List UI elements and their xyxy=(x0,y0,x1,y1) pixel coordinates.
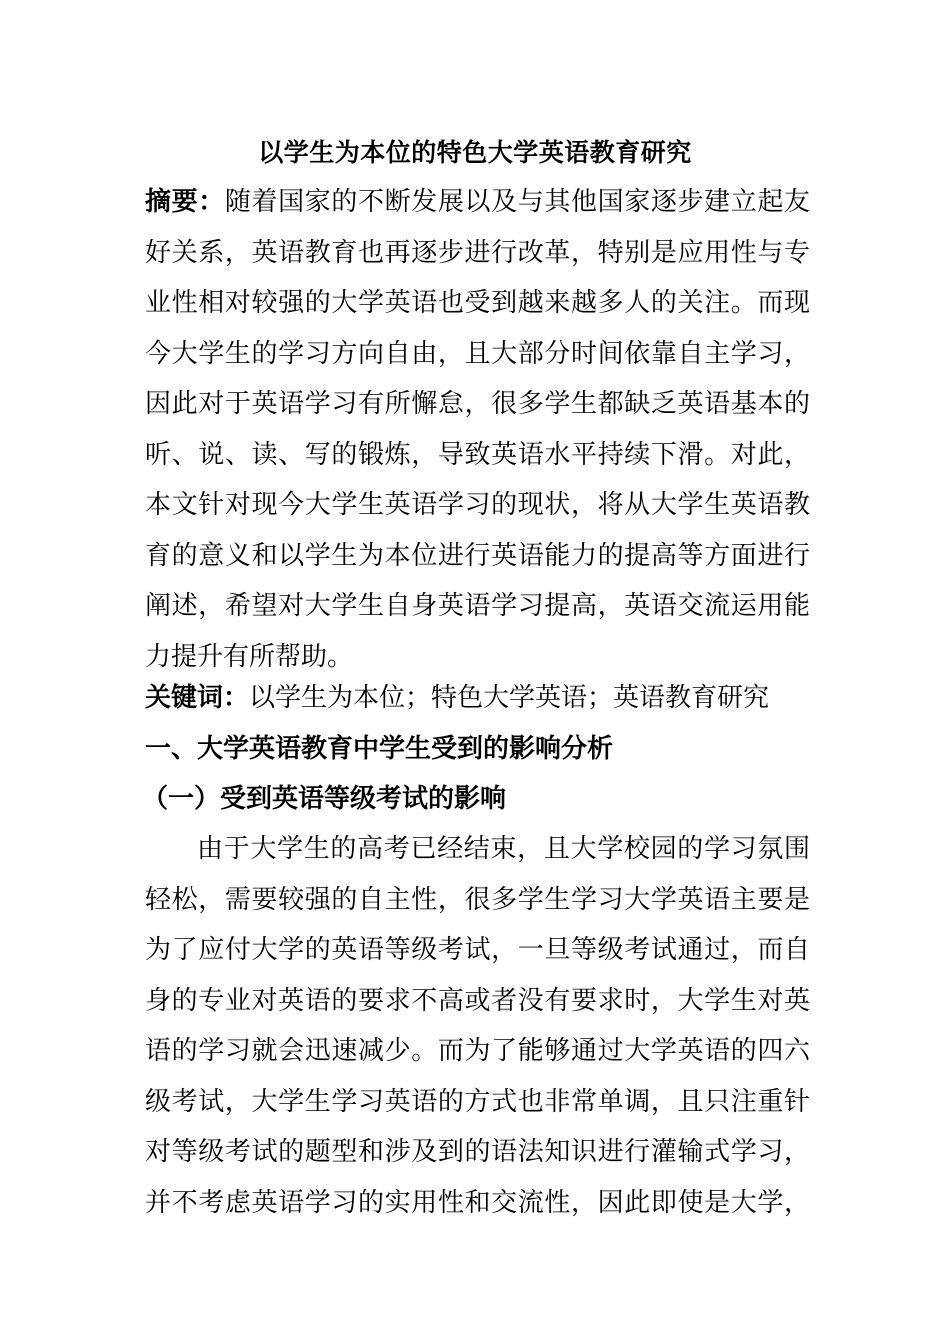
abstract-text: 随着国家的不断发展以及与其他国家逐步建立起友 xyxy=(224,187,810,217)
abstract-line: 阐述，希望对大学生自身英语学习提高，英语交流运用能 xyxy=(145,591,810,621)
abstract-line: 好关系，英语教育也再逐步进行改革，特别是应用性与专 xyxy=(145,237,810,268)
body-paragraph xyxy=(145,824,810,1228)
abstract-line: 业性相对较强的大学英语也受到越来越多人的关注。而现 xyxy=(145,288,810,318)
abstract-line: 本文针对现今大学生英语学习的现状，将从大学生英语教 xyxy=(145,490,810,520)
body-line: 级考试，大学生学习英语的方式也非常单调，且只注重针 xyxy=(145,1086,810,1117)
subsection-heading: （一）受到英语等级考试的影响 xyxy=(142,784,507,814)
document-title: 以学生为本位的特色大学英语教育研究 xyxy=(258,138,692,167)
body-line: 语的学习就会迅速减少。而为了能够通过大学英语的四六 xyxy=(145,1036,810,1066)
section-heading: 一、大学英语教育中学生受到的影响分析 xyxy=(145,734,614,764)
abstract-line: 育的意义和以学生为本位进行英语能力的提高等方面进行 xyxy=(145,540,810,571)
keywords-text: 以学生为本位；特色大学英语；英语教育研究 xyxy=(249,683,770,713)
abstract-line: 听、说、读、写的锻炼，导致英语水平持续下滑。对此， xyxy=(145,439,810,470)
abstract-line xyxy=(145,177,810,228)
keywords-section xyxy=(145,673,825,724)
body-line: 身的专业对英语的要求不高或者没有要求时，大学生对英 xyxy=(145,985,810,1016)
abstract-line: 力提升有所帮助。 xyxy=(145,641,354,672)
abstract-label: 摘要： xyxy=(145,187,225,217)
abstract-line: 今大学生的学习方向自由，且大部分时间依靠自主学习， xyxy=(145,338,810,369)
body-line: 并不考虑英语学习的实用性和交流性，因此即使是大学， xyxy=(145,1187,810,1218)
keywords-label: 关键词： xyxy=(145,683,250,713)
abstract-section xyxy=(145,177,810,682)
body-line: 由于大学生的高考已经结束，且大学校园的学习氛围 xyxy=(197,834,810,864)
body-line: 为了应付大学的英语等级考试，一旦等级考试通过，而自 xyxy=(145,935,810,965)
body-line: 轻松，需要较强的自主性，很多学生学习大学英语主要是 xyxy=(145,884,810,915)
body-line: 对等级考试的题型和涉及到的语法知识进行灌输式学习， xyxy=(145,1137,810,1167)
abstract-line: 因此对于英语学习有所懈怠，很多学生都缺乏英语基本的 xyxy=(145,389,810,419)
